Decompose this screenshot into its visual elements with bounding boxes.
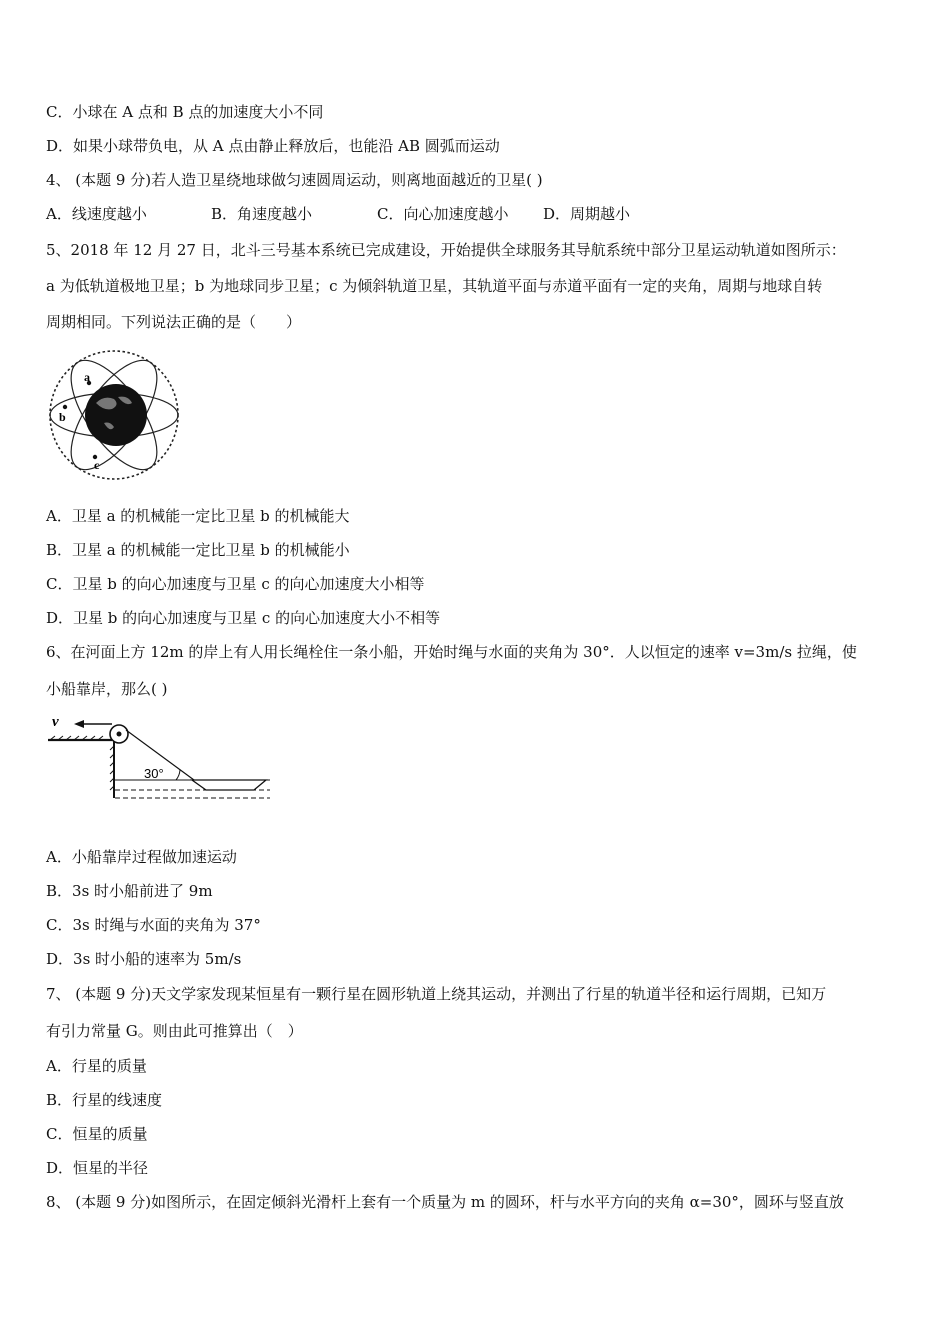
q4-option-a: A．线速度越小 bbox=[46, 205, 147, 223]
q6-stem-line1: 6、在河面上方 12m 的岸上有人用长绳栓住一条小船，开始时绳与水面的夹角为 30°．人以恒定的速率 v=3m/s 拉绳，使 bbox=[46, 643, 857, 661]
q6-stem-line2: 小船靠岸，那么( ) bbox=[46, 680, 168, 698]
q4-option-c: C．向心加速度越小 bbox=[377, 205, 509, 223]
q6-option-b: B．3s 时小船前进了 9m bbox=[46, 882, 213, 900]
q4-option-d: D．周期越小 bbox=[543, 205, 631, 223]
q7-option-c: C．恒星的质量 bbox=[46, 1125, 148, 1143]
q4-options bbox=[46, 204, 630, 224]
q6-option-c: C．3s 时绳与水面的夹角为 37° bbox=[46, 916, 261, 934]
q5-option-d: D．卫星 b 的向心加速度与卫星 c 的向心加速度大小不相等 bbox=[46, 609, 441, 627]
q5-option-a: A．卫星 a 的机械能一定比卫星 b 的机械能大 bbox=[46, 507, 350, 525]
q6-option-d: D．3s 时小船的速率为 5m/s bbox=[46, 950, 242, 968]
q5-stem-line2: a 为低轨道极地卫星；b 为地球同步卫星；c 为倾斜轨道卫星，其轨道平面与赤道平面有一定的夹角，周期与地球自转 bbox=[46, 277, 823, 295]
satellite-b-dot bbox=[63, 405, 67, 409]
label-a: a bbox=[84, 370, 90, 384]
q7-stem-line1: 7、 (本题 9 分)天文学家发现某恒星有一颗行星在圆形轨道上绕其运动，并测出了行星的轨道半径和运行周期，已知万 bbox=[46, 985, 827, 1003]
q3-option-d: D．如果小球带负电，从 A 点由静止释放后，也能沿 AB 圆弧而运动 bbox=[46, 137, 500, 155]
q5-stem-line3: 周期相同。下列说法正确的是（ ） bbox=[46, 313, 302, 331]
q5-stem-line1: 5、2018 年 12 月 27 日，北斗三号基本系统已完成建设，开始提供全球服务其导航系统中部分卫星运动轨道如图所示： bbox=[46, 241, 846, 259]
q7-option-d: D．恒星的半径 bbox=[46, 1159, 149, 1177]
angle-label: 30° bbox=[144, 766, 164, 781]
q7-option-b: B．行星的线速度 bbox=[46, 1091, 163, 1109]
angle-arc bbox=[176, 770, 180, 780]
q7-option-a: A．行星的质量 bbox=[46, 1057, 147, 1075]
earth-icon bbox=[85, 384, 147, 446]
label-c: c bbox=[94, 458, 100, 472]
q4-option-b: B．角速度越小 bbox=[211, 205, 313, 223]
q5-option-c: C．卫星 b 的向心加速度与卫星 c 的向心加速度大小相等 bbox=[46, 575, 425, 593]
label-b: b bbox=[59, 410, 66, 424]
velocity-label: v bbox=[52, 714, 59, 730]
q5-option-b: B．卫星 a 的机械能一定比卫星 b 的机械能小 bbox=[46, 541, 350, 559]
q3-option-c: C．小球在 A 点和 B 点的加速度大小不同 bbox=[46, 103, 324, 121]
q6-option-a: A．小船靠岸过程做加速运动 bbox=[46, 848, 237, 866]
boat-rope-figure bbox=[44, 710, 274, 805]
satellite-orbits-figure bbox=[44, 345, 184, 485]
q4-stem: 4、 (本题 9 分)若人造卫星绕地球做匀速圆周运动，则离地面越近的卫星( ) bbox=[46, 171, 543, 189]
q8-stem-line1: 8、 (本题 9 分)如图所示，在固定倾斜光滑杆上套有一个质量为 m 的圆环，杆与水平方向的夹角 α=30°，圆环与竖直放 bbox=[46, 1193, 844, 1211]
velocity-arrowhead bbox=[74, 720, 84, 728]
boat-icon bbox=[192, 780, 266, 790]
q7-stem-line2: 有引力常量 G。则由此可推算出（ ） bbox=[46, 1022, 303, 1040]
